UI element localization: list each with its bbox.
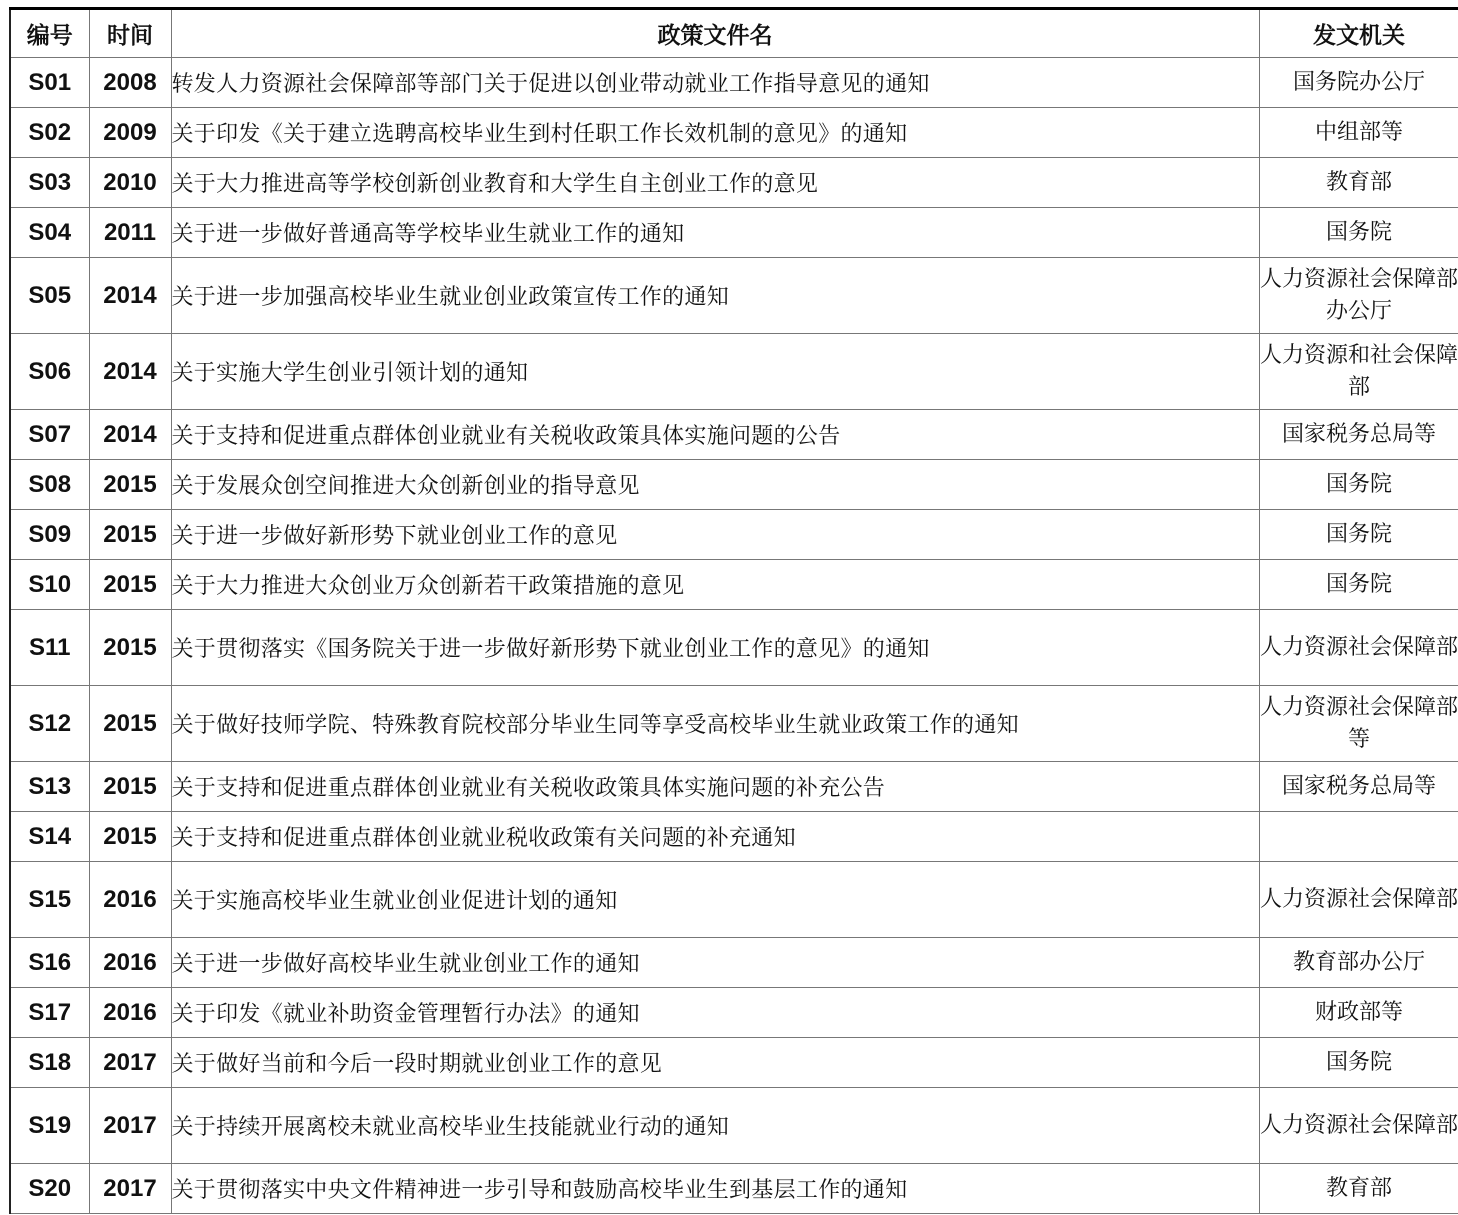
row-year: 2017 <box>89 1088 171 1164</box>
table-header <box>10 9 1458 58</box>
row-code: S16 <box>10 938 89 988</box>
row-year: 2015 <box>89 560 171 610</box>
row-code: S06 <box>10 334 89 410</box>
table-row <box>10 410 1458 460</box>
row-year: 2015 <box>89 460 171 510</box>
row-issuer: 财政部等 <box>1259 988 1458 1038</box>
row-year: 2015 <box>89 762 171 812</box>
row-title: 关于做好当前和今后一段时期就业创业工作的意见 <box>171 1038 1259 1088</box>
table-row <box>10 686 1458 762</box>
row-title: 关于发展众创空间推进大众创新创业的指导意见 <box>171 460 1259 510</box>
row-title: 关于支持和促进重点群体创业就业有关税收政策具体实施问题的补充公告 <box>171 762 1259 812</box>
row-code: S04 <box>10 208 89 258</box>
row-title: 关于贯彻落实《国务院关于进一步做好新形势下就业创业工作的意见》的通知 <box>171 610 1259 686</box>
row-code: S02 <box>10 108 89 158</box>
row-title: 关于进一步做好普通高等学校毕业生就业工作的通知 <box>171 208 1259 258</box>
row-year: 2016 <box>89 988 171 1038</box>
table-row <box>10 1038 1458 1088</box>
row-title: 关于进一步加强高校毕业生就业创业政策宣传工作的通知 <box>171 258 1259 334</box>
table-row <box>10 560 1458 610</box>
header-issuer: 发文机关 <box>1259 9 1458 58</box>
row-code: S03 <box>10 158 89 208</box>
row-issuer: 教育部 <box>1259 158 1458 208</box>
row-title: 关于大力推进大众创业万众创新若干政策措施的意见 <box>171 560 1259 610</box>
row-title: 关于大力推进高等学校创新创业教育和大学生自主创业工作的意见 <box>171 158 1259 208</box>
row-issuer: 人力资源社会保障部办公厅 <box>1259 258 1458 334</box>
table-row <box>10 812 1458 862</box>
row-title: 关于进一步做好高校毕业生就业创业工作的通知 <box>171 938 1259 988</box>
row-code: S13 <box>10 762 89 812</box>
row-title: 关于支持和促进重点群体创业就业税收政策有关问题的补充通知 <box>171 812 1259 862</box>
row-year: 2016 <box>89 938 171 988</box>
row-year: 2015 <box>89 686 171 762</box>
row-issuer: 人力资源和社会保障部 <box>1259 334 1458 410</box>
row-code: S07 <box>10 410 89 460</box>
row-code: S15 <box>10 862 89 938</box>
table-row <box>10 158 1458 208</box>
row-issuer: 国务院 <box>1259 208 1458 258</box>
row-issuer: 国务院 <box>1259 560 1458 610</box>
row-issuer: 中组部等 <box>1259 108 1458 158</box>
table-row <box>10 938 1458 988</box>
row-year: 2017 <box>89 1164 171 1214</box>
row-code: S10 <box>10 560 89 610</box>
row-issuer: 国家税务总局等 <box>1259 410 1458 460</box>
row-code: S01 <box>10 58 89 108</box>
row-year: 2008 <box>89 58 171 108</box>
table-row <box>10 762 1458 812</box>
row-issuer <box>1259 812 1458 862</box>
row-year: 2017 <box>89 1038 171 1088</box>
row-issuer: 国务院 <box>1259 460 1458 510</box>
row-title: 关于支持和促进重点群体创业就业有关税收政策具体实施问题的公告 <box>171 410 1259 460</box>
row-title: 关于做好技师学院、特殊教育院校部分毕业生同等享受高校毕业生就业政策工作的通知 <box>171 686 1259 762</box>
row-year: 2014 <box>89 258 171 334</box>
row-title: 关于印发《关于建立选聘高校毕业生到村任职工作长效机制的意见》的通知 <box>171 108 1259 158</box>
row-code: S12 <box>10 686 89 762</box>
table-row <box>10 258 1458 334</box>
table-row <box>10 510 1458 560</box>
row-year: 2015 <box>89 610 171 686</box>
row-issuer: 国务院办公厅 <box>1259 58 1458 108</box>
row-issuer: 国务院 <box>1259 510 1458 560</box>
row-code: S18 <box>10 1038 89 1088</box>
row-year: 2010 <box>89 158 171 208</box>
policy-table <box>9 7 1458 1214</box>
row-title: 关于进一步做好新形势下就业创业工作的意见 <box>171 510 1259 560</box>
table-row <box>10 988 1458 1038</box>
table-row <box>10 610 1458 686</box>
table-row <box>10 862 1458 938</box>
row-issuer: 人力资源社会保障部 <box>1259 610 1458 686</box>
row-year: 2011 <box>89 208 171 258</box>
table-row <box>10 460 1458 510</box>
row-code: S19 <box>10 1088 89 1164</box>
row-code: S14 <box>10 812 89 862</box>
table-row <box>10 334 1458 410</box>
row-issuer: 教育部 <box>1259 1164 1458 1214</box>
row-title: 关于持续开展离校未就业高校毕业生技能就业行动的通知 <box>171 1088 1259 1164</box>
row-title: 转发人力资源社会保障部等部门关于促进以创业带动就业工作指导意见的通知 <box>171 58 1259 108</box>
row-title: 关于实施高校毕业生就业创业促进计划的通知 <box>171 862 1259 938</box>
row-issuer: 人力资源社会保障部等 <box>1259 686 1458 762</box>
row-code: S09 <box>10 510 89 560</box>
row-code: S17 <box>10 988 89 1038</box>
table-row <box>10 108 1458 158</box>
header-year: 时间 <box>89 9 171 58</box>
header-title: 政策文件名 <box>171 9 1259 58</box>
row-issuer: 国家税务总局等 <box>1259 762 1458 812</box>
row-code: S08 <box>10 460 89 510</box>
row-issuer: 国务院 <box>1259 1038 1458 1088</box>
row-title: 关于印发《就业补助资金管理暂行办法》的通知 <box>171 988 1259 1038</box>
row-title: 关于贯彻落实中央文件精神进一步引导和鼓励高校毕业生到基层工作的通知 <box>171 1164 1259 1214</box>
row-code: S11 <box>10 610 89 686</box>
row-year: 2015 <box>89 510 171 560</box>
row-year: 2014 <box>89 410 171 460</box>
table-row <box>10 1088 1458 1164</box>
row-issuer: 人力资源社会保障部 <box>1259 1088 1458 1164</box>
row-code: S05 <box>10 258 89 334</box>
row-year: 2009 <box>89 108 171 158</box>
header-code: 编号 <box>10 9 89 58</box>
row-code: S20 <box>10 1164 89 1214</box>
row-title: 关于实施大学生创业引领计划的通知 <box>171 334 1259 410</box>
table-row <box>10 208 1458 258</box>
row-year: 2014 <box>89 334 171 410</box>
row-issuer: 教育部办公厅 <box>1259 938 1458 988</box>
row-year: 2015 <box>89 812 171 862</box>
table-row <box>10 58 1458 108</box>
row-year: 2016 <box>89 862 171 938</box>
table-row <box>10 1164 1458 1214</box>
row-issuer: 人力资源社会保障部 <box>1259 862 1458 938</box>
table-body <box>10 58 1458 1214</box>
header-row <box>10 9 1458 58</box>
